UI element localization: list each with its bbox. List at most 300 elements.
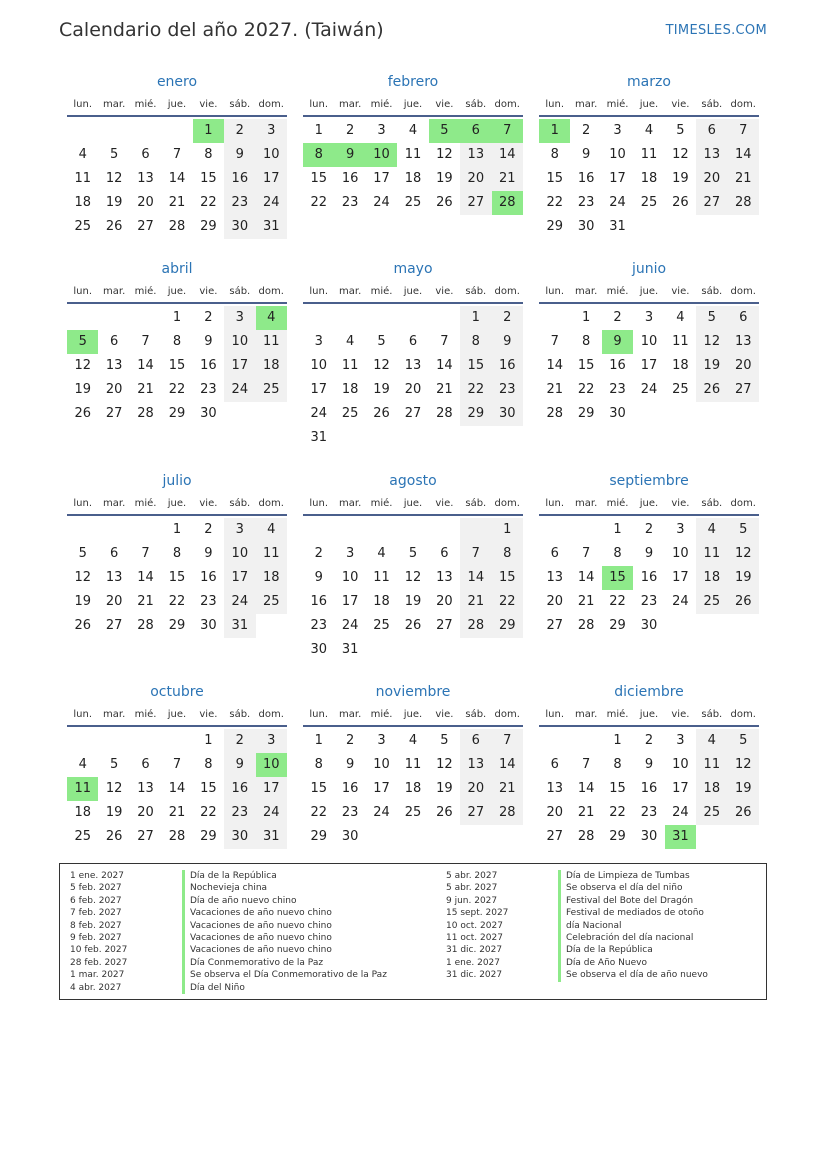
weekday-label: sáb. (229, 286, 251, 297)
day-cell: 19 (728, 566, 759, 590)
day-cell: 31 (341, 642, 359, 657)
empty-day-cell (429, 426, 460, 450)
day-grid (303, 306, 523, 450)
day-cell: 12 (74, 570, 91, 585)
day-cell: 6 (109, 546, 119, 561)
empty-day-cell (570, 729, 601, 753)
day-cell: 12 (373, 358, 390, 373)
empty-day-cell (696, 614, 727, 638)
brand-link[interactable]: TIMESLES.COM (665, 23, 767, 38)
holiday-day-cell: 11 (67, 777, 98, 801)
legend-row (446, 944, 708, 956)
day-cell: 30 (640, 618, 658, 633)
day-cell: 19 (105, 195, 123, 210)
day-cell: 8 (204, 757, 213, 772)
day-grid (303, 729, 523, 849)
weekday-label: dom. (494, 709, 520, 720)
day-cell: 8 (492, 542, 523, 566)
holiday-day-cell: 10 (256, 753, 287, 777)
weekday-label: mié. (370, 286, 393, 297)
day-cell: 10 (672, 546, 689, 561)
day-cell: 17 (256, 167, 287, 191)
day-cell: 28 (137, 618, 154, 633)
day-cell: 2 (345, 733, 355, 748)
weekday-label: lun. (545, 498, 565, 509)
weekday-label: mié. (606, 709, 629, 720)
weekday-label: lun. (545, 286, 565, 297)
day-cell: 7 (581, 757, 591, 772)
day-cell: 16 (640, 570, 658, 585)
day-cell: 24 (373, 195, 390, 210)
weekday-label: vie. (671, 286, 690, 297)
day-cell: 4 (377, 546, 386, 561)
day-cell: 15 (168, 358, 186, 373)
day-cell: 5 (109, 147, 119, 162)
month-agosto (303, 471, 523, 662)
day-cell: 29 (609, 618, 626, 633)
day-cell: 23 (224, 801, 255, 825)
weekday-label: mar. (575, 498, 598, 509)
legend-marker (182, 982, 185, 994)
day-cell: 21 (728, 167, 759, 191)
day-cell: 15 (200, 781, 217, 796)
day-cell: 8 (613, 757, 622, 772)
day-cell: 17 (373, 171, 390, 186)
empty-day-cell (130, 306, 161, 330)
day-cell: 20 (436, 594, 453, 609)
day-cell: 13 (546, 781, 563, 796)
day-cell: 19 (74, 594, 91, 609)
day-cell: 29 (200, 829, 217, 844)
day-cell: 6 (408, 334, 418, 349)
day-cell: 18 (404, 781, 422, 796)
legend-holiday-name: día Nacional (566, 920, 622, 931)
day-cell: 26 (404, 618, 422, 633)
empty-day-cell (67, 119, 98, 143)
day-cell: 2 (224, 729, 255, 753)
weekday-label: lun. (309, 286, 329, 297)
legend-date: 9 feb. 2027 (70, 932, 122, 943)
day-cell: 21 (168, 195, 186, 210)
day-cell: 27 (105, 618, 123, 633)
day-cell: 5 (78, 546, 87, 561)
day-cell: 12 (436, 757, 453, 772)
day-cell: 10 (224, 330, 255, 354)
weekday-label: mar. (339, 709, 362, 720)
weekday-label: sáb. (701, 286, 723, 297)
legend-holiday-name: Festival del Bote del Dragón (566, 895, 694, 906)
day-cell: 25 (74, 219, 91, 234)
month-diciembre (539, 682, 759, 849)
day-cell: 26 (672, 195, 689, 210)
empty-day-cell (728, 402, 759, 426)
weekday-label: vie. (199, 286, 218, 297)
legend-row (70, 870, 387, 882)
day-cell: 24 (310, 406, 327, 421)
day-cell: 7 (460, 542, 491, 566)
day-cell: 17 (672, 570, 689, 585)
day-cell: 17 (224, 354, 255, 378)
empty-day-cell (492, 638, 523, 662)
weekday-label: sáb. (229, 99, 251, 110)
day-cell: 20 (696, 167, 727, 191)
empty-day-cell (728, 614, 759, 638)
legend-marker (182, 957, 185, 969)
day-cell: 18 (696, 777, 727, 801)
day-cell: 23 (640, 805, 658, 820)
legend-holiday-name: Se observa el Día Conmemorativo de la Paz (190, 970, 387, 981)
day-cell: 5 (696, 306, 727, 330)
day-cell: 14 (728, 143, 759, 167)
day-cell: 8 (613, 546, 622, 561)
day-cell: 1 (172, 522, 182, 537)
day-cell: 13 (696, 143, 727, 167)
empty-day-cell (303, 518, 334, 542)
weekday-label: lun. (545, 709, 565, 720)
month-noviembre (303, 682, 523, 849)
weekday-label: lun. (309, 709, 329, 720)
day-cell: 30 (310, 642, 327, 657)
legend-holiday-name: Se observa el día de año nuevo (566, 970, 708, 981)
legend-holiday-name: Día de Limpieza de Tumbas (566, 871, 690, 881)
day-cell: 18 (696, 566, 727, 590)
legend-row (446, 870, 708, 882)
legend-date: 7 feb. 2027 (70, 908, 122, 919)
empty-day-cell (397, 306, 428, 330)
day-cell: 28 (577, 618, 595, 633)
day-cell: 14 (492, 753, 523, 777)
day-cell: 20 (137, 805, 154, 820)
day-cell: 19 (404, 594, 422, 609)
day-cell: 13 (546, 570, 563, 585)
day-cell: 27 (460, 801, 491, 825)
weekday-label: lun. (309, 498, 329, 509)
empty-day-cell (130, 119, 161, 143)
day-grid (67, 729, 287, 849)
day-cell: 7 (728, 119, 759, 143)
day-cell: 14 (577, 570, 595, 585)
day-cell: 4 (256, 518, 287, 542)
day-cell: 26 (728, 801, 759, 825)
day-cell: 2 (492, 306, 523, 330)
weekday-label: sáb. (701, 99, 723, 110)
legend-row (446, 969, 708, 981)
weekday-header (303, 282, 523, 302)
legend-holiday-name: Vacaciones de año nuevo chino (190, 920, 332, 931)
empty-day-cell (397, 825, 428, 849)
day-cell: 13 (436, 570, 453, 585)
day-cell: 31 (609, 219, 626, 234)
day-cell: 27 (696, 191, 727, 215)
day-cell: 15 (200, 171, 217, 186)
empty-day-cell (633, 402, 664, 426)
day-cell: 30 (224, 825, 255, 849)
legend-row (70, 969, 387, 981)
day-cell: 31 (224, 614, 255, 638)
day-cell: 9 (581, 147, 591, 162)
weekday-label: lun. (73, 709, 93, 720)
day-cell: 20 (404, 382, 422, 397)
legend-date: 10 oct. 2027 (446, 920, 503, 931)
legend-date: 1 ene. 2027 (70, 871, 124, 881)
day-cell: 2 (581, 123, 591, 138)
legend-marker (558, 944, 561, 956)
day-cell: 2 (644, 522, 654, 537)
day-cell: 21 (460, 590, 491, 614)
day-cell: 2 (345, 123, 355, 138)
legend-date: 28 feb. 2027 (70, 957, 128, 968)
day-cell: 19 (728, 777, 759, 801)
day-cell: 18 (640, 171, 658, 186)
day-cell: 28 (577, 829, 595, 844)
month-name: enero (156, 74, 198, 90)
legend-holiday-name: Día de la República (190, 871, 277, 881)
day-cell: 8 (172, 334, 182, 349)
day-cell: 22 (310, 195, 327, 210)
weekday-label: dom. (258, 498, 284, 509)
day-cell: 10 (341, 570, 359, 585)
day-cell: 2 (204, 310, 213, 325)
holiday-day-cell: 9 (334, 143, 365, 167)
legend-marker (558, 895, 561, 907)
weekday-label: jue. (167, 286, 187, 297)
day-cell: 22 (310, 805, 327, 820)
weekday-label: dom. (730, 286, 756, 297)
month-name: diciembre (614, 684, 684, 700)
day-cell: 20 (546, 594, 563, 609)
day-cell: 1 (581, 310, 591, 325)
day-cell: 21 (492, 167, 523, 191)
day-cell: 9 (204, 546, 213, 561)
day-cell: 21 (577, 594, 595, 609)
day-cell: 15 (310, 171, 327, 186)
weekday-label: dom. (258, 286, 284, 297)
day-cell: 28 (168, 219, 186, 234)
day-cell: 16 (224, 167, 255, 191)
weekday-label: mar. (103, 498, 126, 509)
day-cell: 19 (436, 781, 453, 796)
day-cell: 31 (310, 430, 327, 445)
day-cell: 17 (609, 171, 626, 186)
day-cell: 2 (204, 522, 213, 537)
day-cell: 24 (672, 594, 689, 609)
day-cell: 1 (204, 733, 213, 748)
month-name: octubre (150, 684, 204, 700)
day-cell: 11 (341, 358, 359, 373)
day-cell: 6 (728, 306, 759, 330)
day-cell: 11 (672, 334, 689, 349)
day-cell: 29 (168, 618, 186, 633)
day-cell: 7 (172, 757, 182, 772)
day-cell: 13 (137, 781, 154, 796)
day-cell: 11 (373, 570, 390, 585)
weekday-header (303, 494, 523, 514)
day-cell: 8 (460, 330, 491, 354)
day-grid (303, 119, 523, 215)
month-divider (303, 115, 523, 117)
day-cell: 3 (377, 733, 386, 748)
month-name: agosto (389, 473, 437, 489)
day-grid (539, 729, 759, 849)
day-cell: 15 (609, 781, 626, 796)
legend-row (70, 895, 387, 907)
day-cell: 29 (168, 406, 186, 421)
month-name: noviembre (375, 684, 451, 700)
day-cell: 24 (224, 590, 255, 614)
month-enero (67, 72, 287, 239)
empty-day-cell (696, 215, 727, 239)
day-cell: 10 (310, 358, 327, 373)
day-cell: 16 (310, 594, 327, 609)
weekday-label: dom. (258, 709, 284, 720)
legend-date: 15 sept. 2027 (446, 908, 509, 919)
day-cell: 12 (105, 171, 123, 186)
holiday-day-cell: 5 (67, 330, 98, 354)
day-cell: 30 (609, 406, 626, 421)
weekday-header (67, 705, 287, 725)
day-cell: 8 (581, 334, 591, 349)
day-cell: 7 (492, 729, 523, 753)
day-cell: 18 (256, 566, 287, 590)
legend-row (446, 895, 708, 907)
month-name: junio (631, 261, 667, 277)
day-cell: 25 (256, 378, 287, 402)
day-cell: 3 (314, 334, 323, 349)
empty-day-cell (665, 402, 696, 426)
day-cell: 7 (172, 147, 182, 162)
day-cell: 30 (200, 406, 217, 421)
day-cell: 1 (613, 522, 622, 537)
holiday-day-cell: 6 (460, 119, 491, 143)
legend-marker (558, 932, 561, 944)
empty-day-cell (366, 306, 397, 330)
day-cell: 21 (577, 805, 595, 820)
day-cell: 18 (341, 382, 359, 397)
weekday-label: vie. (435, 99, 454, 110)
empty-day-cell (429, 306, 460, 330)
day-cell: 18 (373, 594, 390, 609)
weekday-label: mié. (370, 99, 393, 110)
day-cell: 1 (314, 733, 323, 748)
holiday-day-cell: 28 (492, 191, 523, 215)
day-cell: 27 (404, 406, 422, 421)
day-cell: 14 (137, 570, 154, 585)
day-cell: 16 (341, 781, 359, 796)
day-cell: 25 (640, 195, 658, 210)
holiday-day-cell: 1 (193, 119, 224, 143)
day-cell: 8 (314, 757, 323, 772)
day-cell: 7 (141, 334, 150, 349)
weekday-label: vie. (671, 709, 690, 720)
day-cell: 3 (256, 729, 287, 753)
empty-day-cell (256, 614, 287, 638)
legend-row (70, 944, 387, 956)
legend-marker (182, 907, 185, 919)
day-cell: 28 (546, 406, 563, 421)
day-cell: 3 (377, 123, 386, 138)
day-cell: 4 (644, 123, 654, 138)
weekday-label: dom. (494, 99, 520, 110)
weekday-label: mar. (339, 498, 362, 509)
legend-marker (558, 920, 561, 932)
day-cell: 22 (609, 805, 626, 820)
legend-row (70, 920, 387, 932)
day-cell: 29 (200, 219, 217, 234)
day-cell: 21 (137, 594, 154, 609)
day-cell: 11 (404, 147, 422, 162)
day-cell: 17 (672, 781, 689, 796)
day-grid (539, 306, 759, 426)
day-cell: 6 (460, 729, 491, 753)
day-cell: 3 (644, 310, 654, 325)
day-cell: 6 (109, 334, 119, 349)
day-cell: 16 (577, 171, 595, 186)
empty-day-cell (429, 518, 460, 542)
month-divider (539, 514, 759, 516)
day-cell: 5 (408, 546, 418, 561)
legend-marker (558, 882, 561, 894)
weekday-label: mar. (575, 99, 598, 110)
day-cell: 6 (141, 147, 150, 162)
day-cell: 12 (728, 753, 759, 777)
month-julio (67, 471, 287, 638)
empty-day-cell (397, 426, 428, 450)
day-cell: 16 (640, 781, 658, 796)
weekday-label: dom. (730, 99, 756, 110)
legend-marker (558, 957, 561, 969)
day-cell: 17 (640, 358, 658, 373)
day-cell: 18 (672, 358, 689, 373)
day-cell: 17 (373, 781, 390, 796)
day-cell: 20 (105, 594, 123, 609)
day-cell: 27 (436, 618, 453, 633)
empty-day-cell (539, 518, 570, 542)
empty-day-cell (539, 729, 570, 753)
weekday-label: mié. (370, 498, 393, 509)
day-cell: 11 (696, 542, 727, 566)
weekday-label: sáb. (229, 709, 251, 720)
day-cell: 12 (404, 570, 422, 585)
day-cell: 14 (546, 358, 563, 373)
month-divider (539, 725, 759, 727)
legend-date: 31 dic. 2027 (446, 970, 503, 981)
month-divider (539, 302, 759, 304)
weekday-header (539, 282, 759, 302)
day-cell: 19 (373, 382, 390, 397)
day-grid (67, 119, 287, 239)
day-cell: 11 (640, 147, 658, 162)
empty-day-cell (665, 614, 696, 638)
day-cell: 1 (172, 310, 182, 325)
empty-day-cell (98, 119, 129, 143)
day-cell: 14 (168, 781, 186, 796)
day-cell: 26 (728, 590, 759, 614)
day-cell: 28 (436, 406, 453, 421)
day-cell: 13 (137, 171, 154, 186)
day-cell: 30 (224, 215, 255, 239)
weekday-label: jue. (403, 709, 423, 720)
day-cell: 24 (341, 618, 359, 633)
day-cell: 14 (137, 358, 154, 373)
legend-date: 5 abr. 2027 (446, 871, 498, 881)
legend-holiday-name: Día del Niño (190, 982, 245, 993)
day-cell: 26 (105, 219, 123, 234)
day-cell: 4 (696, 729, 727, 753)
legend-holiday-name: Día de la República (566, 945, 653, 956)
day-cell: 25 (74, 829, 91, 844)
empty-day-cell (665, 215, 696, 239)
day-cell: 27 (460, 191, 491, 215)
